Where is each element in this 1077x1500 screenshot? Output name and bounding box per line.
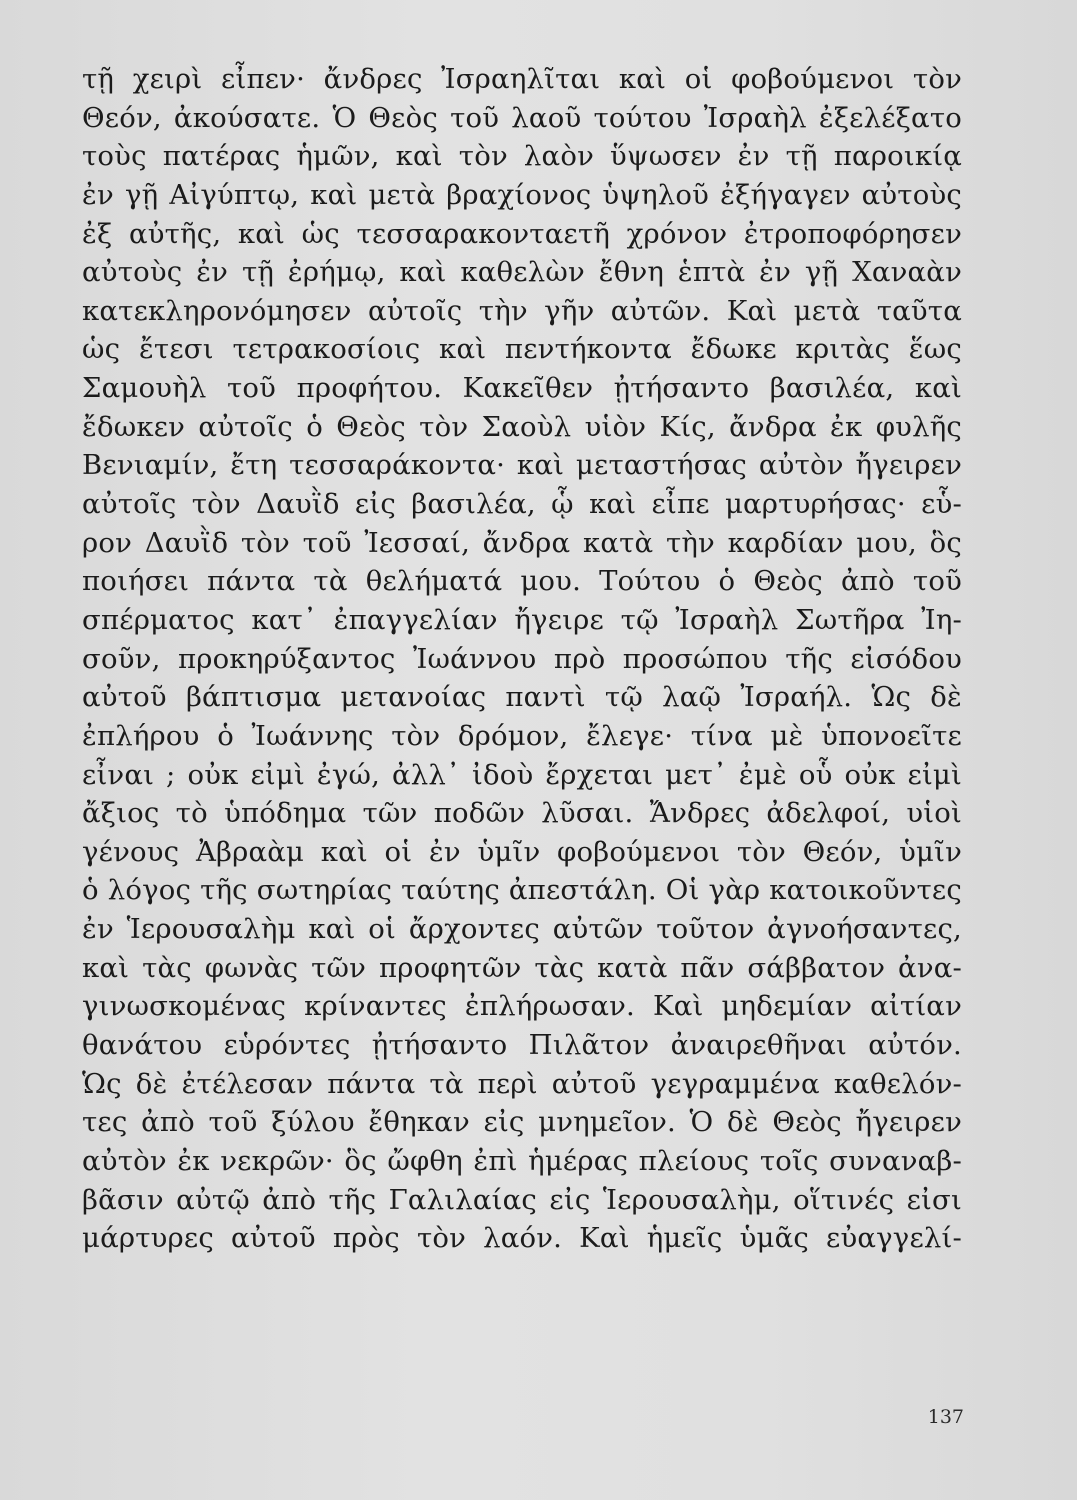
- text-line: ρον Δαυῒδ τὸν τοῦ Ἰεσσαί, ἄνδρα κατὰ τὴν καρδίαν μου, ὃς: [82, 526, 962, 559]
- page-number: 137: [927, 1406, 964, 1428]
- text-line: Σαμουὴλ τοῦ προφήτου. Κακεῖθεν ᾐτήσαντο βασιλέα, καὶ: [82, 372, 962, 405]
- text-line: ἐξ αὐτῆς, καὶ ὡς τεσσαρακονταετῆ χρόνον ἐτροποφόρησεν: [82, 217, 962, 250]
- text-line: ἄξιος τὸ ὑπόδημα τῶν ποδῶν λῦσαι. Ἄνδρες ἀδελφοί, υἱοὶ: [82, 797, 962, 830]
- text-line: κατεκληρονόμησεν αὐτοῖς τὴν γῆν αὐτῶν. Καὶ μετὰ ταῦτα: [82, 294, 962, 327]
- text-line: θανάτου εὑρόντες ᾐτήσαντο Πιλᾶτον ἀναιρεθῆναι αὐτόν.: [82, 1029, 962, 1062]
- text-line: Ὡς δὲ ἐτέλεσαν πάντα τὰ περὶ αὐτοῦ γεγραμμένα καθελόν-: [82, 1067, 962, 1100]
- text-line: βᾶσιν αὐτῷ ἀπὸ τῆς Γαλιλαίας εἰς Ἱερουσαλὴμ, οἵτινές εἰσι: [82, 1183, 962, 1216]
- text-line: γινωσκομένας κρίναντες ἐπλήρωσαν. Καὶ μηδεμίαν αἰτίαν: [82, 990, 962, 1023]
- text-line: μάρτυρες αὐτοῦ πρὸς τὸν λαόν. Καὶ ἡμεῖς ὑμᾶς εὐαγγελί-: [82, 1222, 962, 1255]
- text-line: εἶναι ; οὐκ εἰμὶ ἐγώ, ἀλλ᾽ ἰδοὺ ἔρχεται μετ᾽ ἐμὲ οὗ οὐκ εἰμὶ: [82, 758, 962, 791]
- text-line: ὡς ἔτεσι τετρακοσίοις καὶ πεντήκοντα ἔδωκε κριτὰς ἕως: [82, 333, 962, 366]
- text-line: ὁ λόγος τῆς σωτηρίας ταύτης ἀπεστάλη. Οἱ γὰρ κατοικοῦντες: [82, 874, 962, 907]
- text-line: Βενιαμίν, ἔτη τεσσαράκοντα· καὶ μεταστήσας αὐτὸν ἤγειρεν: [82, 449, 962, 482]
- text-line: τῇ χειρὶ εἶπεν· ἄνδρες Ἰσραηλῖται καὶ οἱ φοβούμενοι τὸν: [82, 63, 962, 95]
- text-line: ποιήσει πάντα τὰ θελήματά μου. Τούτου ὁ Θεὸς ἀπὸ τοῦ: [82, 565, 962, 598]
- text-line: καὶ τὰς φωνὰς τῶν προφητῶν τὰς κατὰ πᾶν σάββατον ἀνα-: [82, 951, 962, 984]
- body-text: [82, 60, 962, 1258]
- text-line: ἐν Ἱερουσαλὴμ καὶ οἱ ἄρχοντες αὐτῶν τοῦτον ἀγνοήσαντες,: [82, 913, 962, 946]
- text-line: αὐτοῖς τὸν Δαυῒδ εἰς βασιλέα, ᾧ καὶ εἶπε μαρτυρήσας· εὗ-: [82, 488, 962, 521]
- text-line: ἐπλήρου ὁ Ἰωάννης τὸν δρόμον, ἔλεγε· τίνα μὲ ὑπονοεῖτε: [82, 719, 962, 752]
- text-line: ἔδωκεν αὐτοῖς ὁ Θεὸς τὸν Σαοὺλ υἱὸν Κίς, ἄνδρα ἐκ φυλῆς: [82, 410, 962, 443]
- text-line: αὐτοὺς ἐν τῇ ἐρήμῳ, καὶ καθελὼν ἔθνη ἑπτὰ ἐν γῇ Χαναὰν: [82, 256, 962, 289]
- text-line: αὐτοῦ βάπτισμα μετανοίας παντὶ τῷ λαῷ Ἰσραήλ. Ὡς δὲ: [82, 681, 962, 714]
- text-line: τοὺς πατέρας ἡμῶν, καὶ τὸν λαὸν ὕψωσεν ἐν τῇ παροικίᾳ: [82, 140, 962, 173]
- text-line: σπέρματος κατ᾽ ἐπαγγελίαν ἤγειρε τῷ Ἰσραὴλ Σωτῆρα Ἰη-: [82, 603, 962, 636]
- text-line: ἐν γῇ Αἰγύπτῳ, καὶ μετὰ βραχίονος ὑψηλοῦ ἐξήγαγεν αὐτοὺς: [82, 178, 962, 211]
- text-line: γένους Ἀβραὰμ καὶ οἱ ἐν ὑμῖν φοβούμενοι τὸν Θεόν, ὑμῖν: [82, 835, 962, 868]
- text-line: Θεόν, ἀκούσατε. Ὁ Θεὸς τοῦ λαοῦ τούτου Ἰσραὴλ ἐξελέξατο: [82, 101, 962, 134]
- text-line: αὐτὸν ἐκ νεκρῶν· ὃς ὤφθη ἐπὶ ἡμέρας πλείους τοῖς συναναβ-: [82, 1144, 962, 1177]
- text-line: σοῦν, προκηρύξαντος Ἰωάννου πρὸ προσώπου τῆς εἰσόδου: [82, 642, 962, 675]
- text-line: τες ἀπὸ τοῦ ξύλου ἔθηκαν εἰς μνημεῖον. Ὁ δὲ Θεὸς ἤγειρεν: [82, 1106, 962, 1139]
